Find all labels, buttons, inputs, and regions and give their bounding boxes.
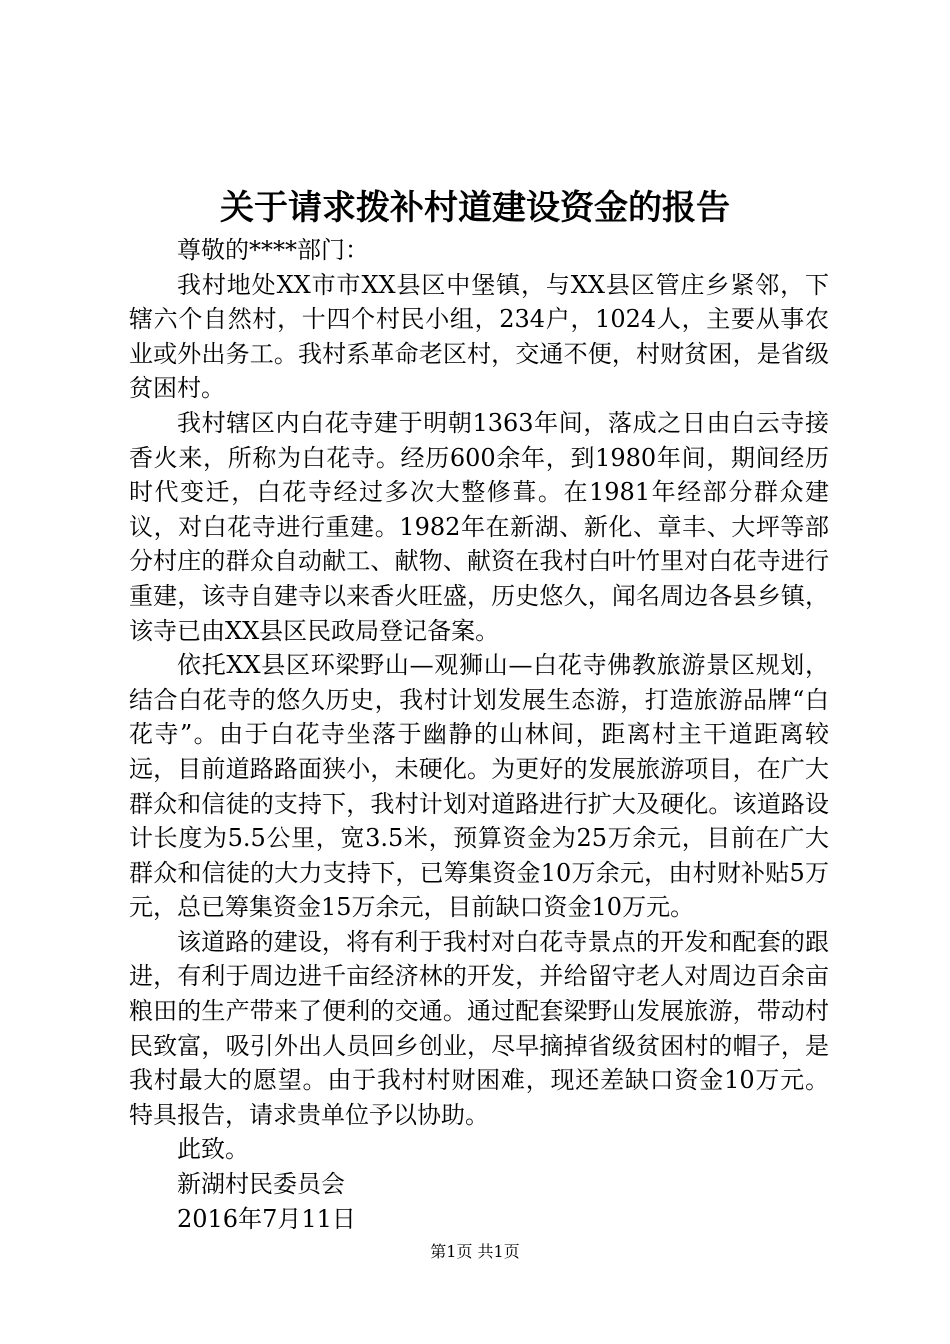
page-footer: 第1页 共1页 bbox=[430, 1242, 520, 1261]
paragraph-2: 我村辖区内白花寺建于明朝1363年间，落成之日由白云寺接香火来，所称为白花寺。经历600余年，到1980年间，期间经历时代变迁，白花寺经过多次大整修葺。在1981年经部分群众建议，对白花寺进行重建。1982年在新湖、新化、章丰、大坪等部分村庄的群众自动献工、献物、献资在我村白叶竹里对白花寺进行重建，该寺自建寺以来香火旺盛，历史悠久，闻名周边各县乡镇，该寺已由XX县区民政局登记备案。 bbox=[129, 408, 829, 645]
paragraph-3: 依托XX县区环梁野山—观狮山—白花寺佛教旅游景区规划，结合白花寺的悠久历史，我村计划发展生态游，打造旅游品牌“白花寺”。由于白花寺坐落于幽静的山林间，距离村主干道距离较远，目前道路路面狭小，未硬化。为更好的发展旅游项目，在广大群众和信徒的支持下，我村计划对道路进行扩大及硬化。该道路设计长度为5.5公里，宽3.5米，预算资金为25万余元，目前在广大群众和信徒的大力支持下，已筹集资金10万余元，由村财补贴5万元，总已筹集资金15万余元，目前缺口资金10万元。 bbox=[129, 651, 829, 922]
date-line: 2016年7月11日 bbox=[177, 1204, 356, 1233]
document-title: 关于请求拨补村道建设资金的报告 bbox=[220, 188, 730, 228]
closing-line: 此致。 bbox=[177, 1135, 249, 1164]
document-body bbox=[129, 233, 829, 1236]
signature: 新湖村民委员会 bbox=[177, 1170, 345, 1199]
paragraph-4: 该道路的建设，将有利于我村对白花寺景点的开发和配套的跟进，有利于周边进千亩经济林的开发，并给留守老人对周边百余亩粮田的生产带来了便利的交通。通过配套梁野山发展旅游，带动村民致富，吸引外出人员回乡创业，尽早摘掉省级贫困村的帽子，是我村最大的愿望。由于我村村财困难，现还差缺口资金10万元。特具报告，请求贵单位予以协助。 bbox=[129, 927, 829, 1129]
paragraph-1: 我村地处XX市市XX县区中堡镇，与XX县区管庄乡紧邻，下辖六个自然村，十四个村民小组，234户，1024人，主要从事农业或外出务工。我村系革命老区村，交通不便，村财贫困，是省级贫困村。 bbox=[129, 270, 829, 403]
salutation: 尊敬的****部门： bbox=[177, 236, 369, 264]
